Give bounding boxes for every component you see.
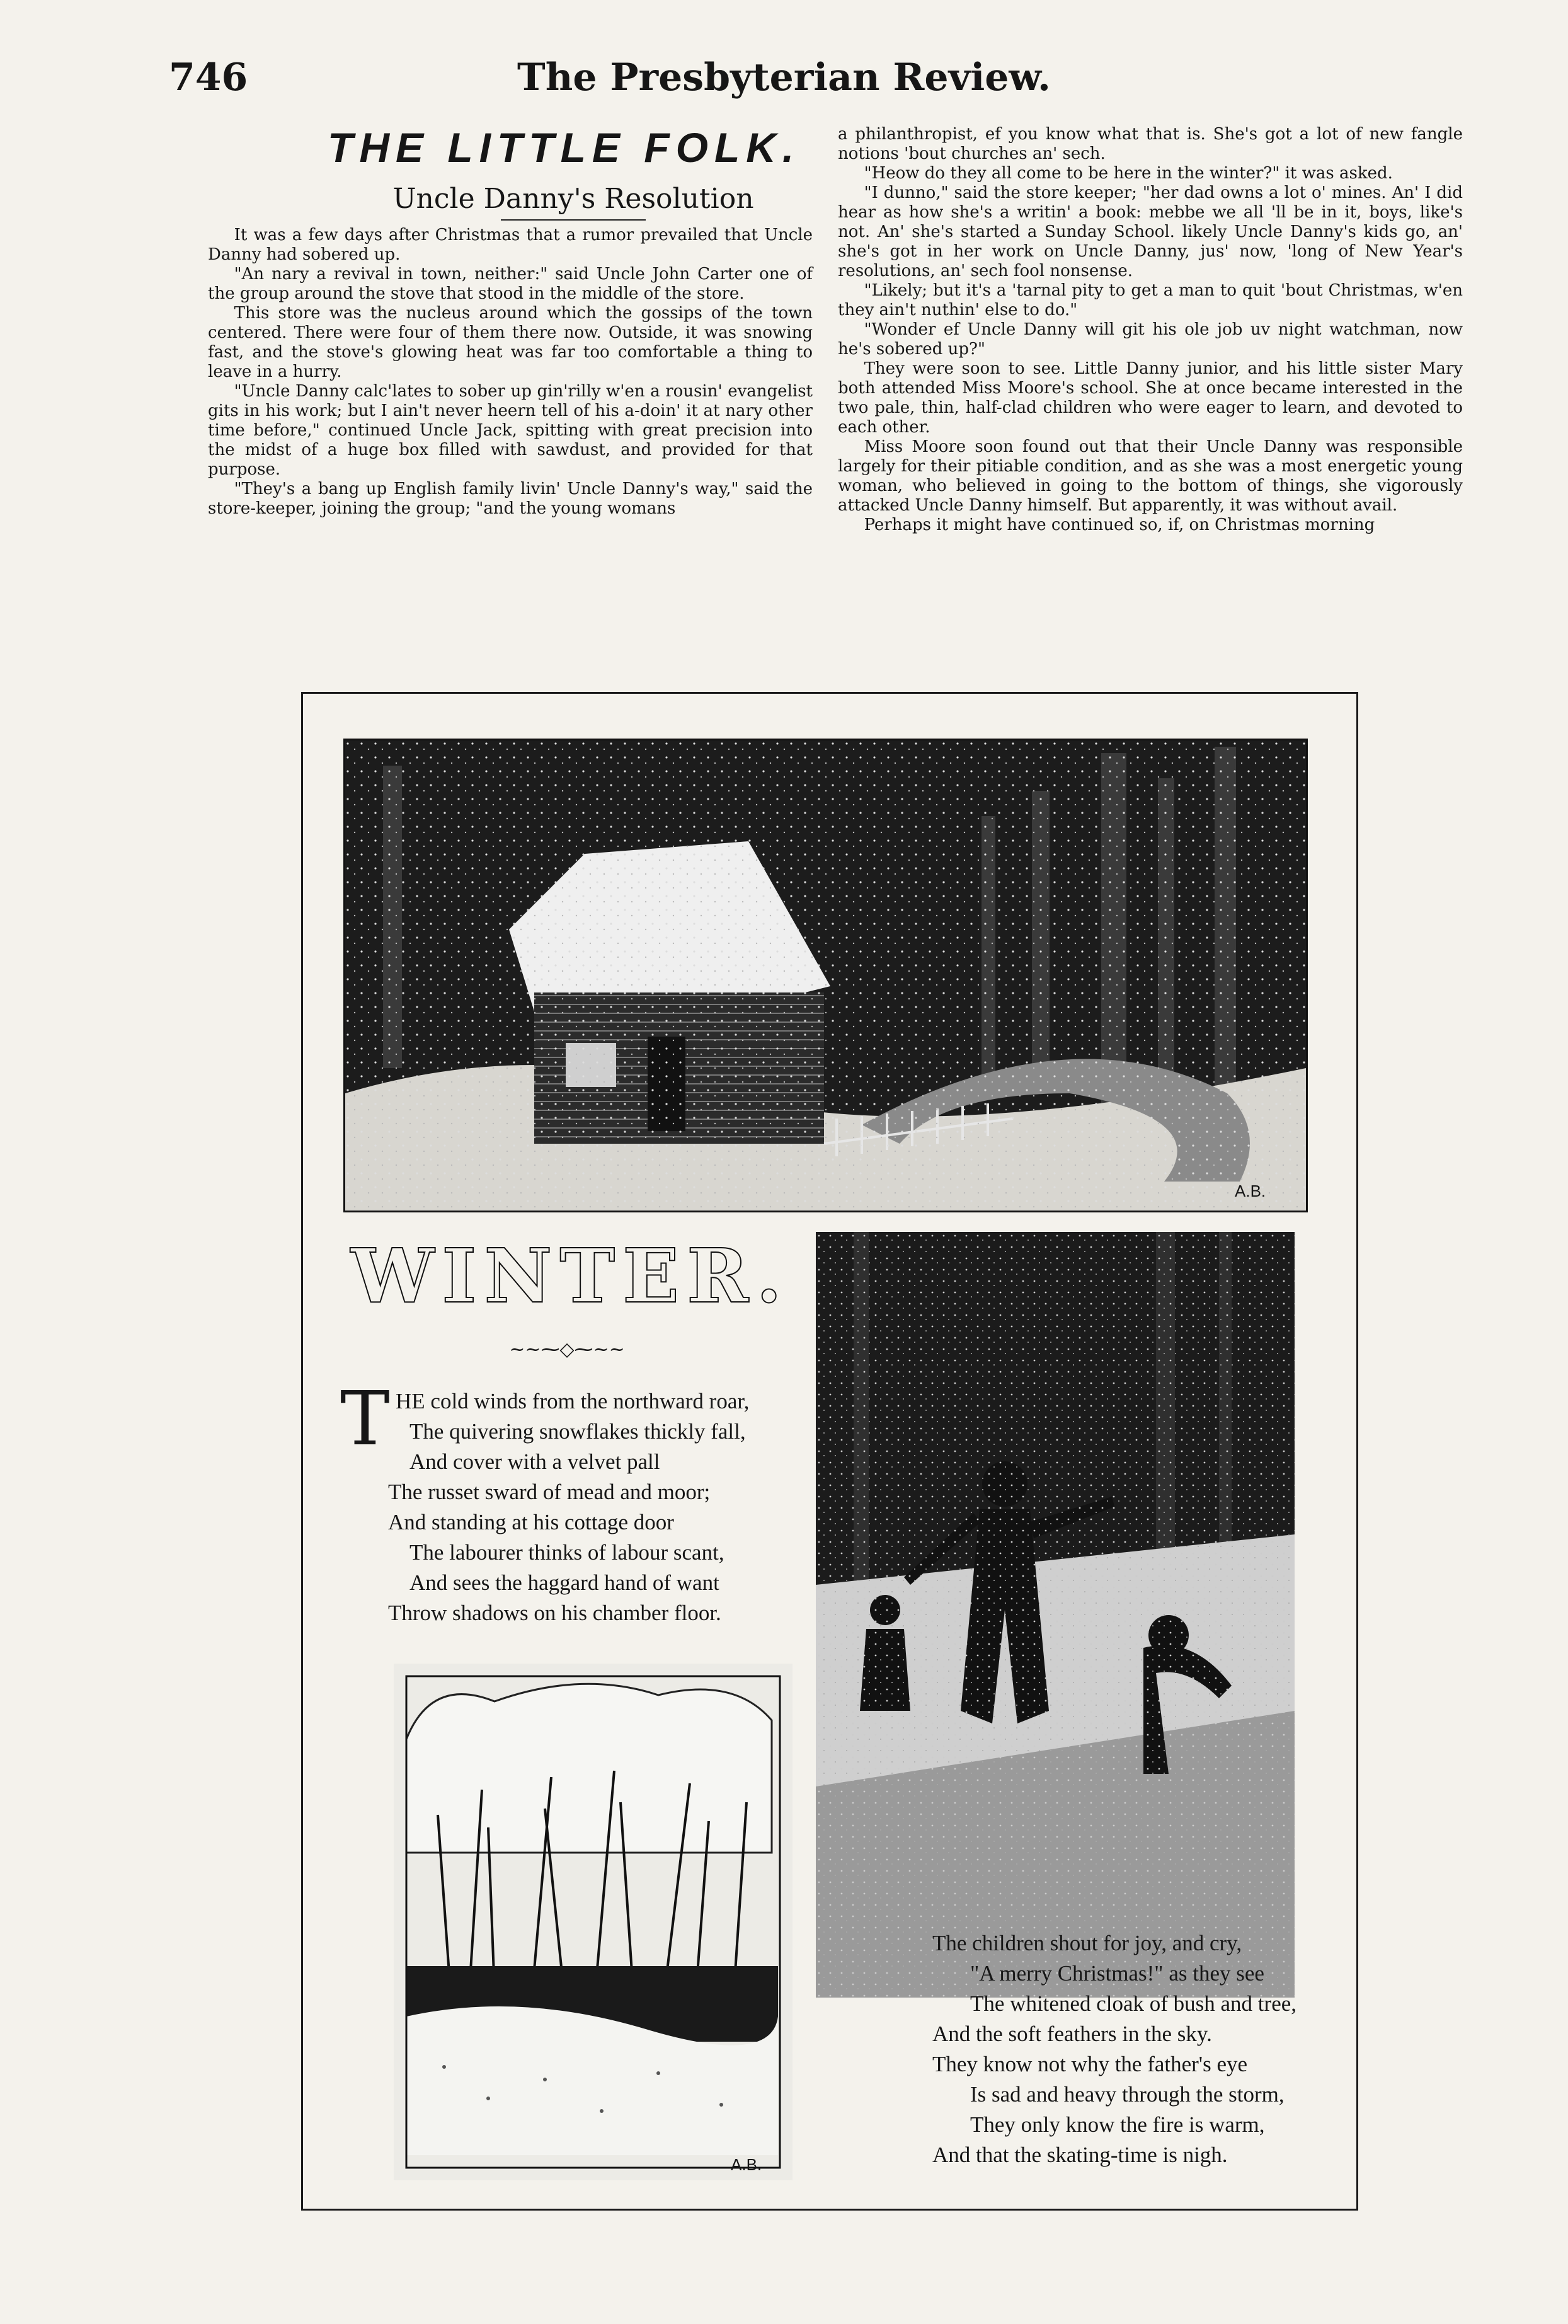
winter-heading: WINTER. — [350, 1232, 790, 1320]
poem-line: They know not why the father's eye — [932, 2052, 1248, 2076]
paragraph: This store was the nucleus around which the gossips of the town centered. There were four of them there now. Outside, it was snowing fast, and the stove's glowing heat was far too comfortable a thing to leave in a hurry. — [208, 304, 813, 381]
poem-line: Throw shadows on his chamber floor. — [388, 1601, 721, 1625]
artist-signature: A.B. — [1235, 1182, 1266, 1200]
skaters-illustration — [816, 1232, 1295, 1998]
poem-line: The labourer thinks of labour scant, — [409, 1540, 724, 1565]
drop-cap: T — [340, 1375, 390, 1462]
article-column-left — [208, 226, 813, 519]
artist-signature: A.B. — [731, 2155, 762, 2174]
poem-stanza-1 — [340, 1375, 800, 1628]
paragraph: "Heow do they all come to be here in the winter?" it was asked. — [864, 164, 1393, 183]
poem-line: The whitened cloak of bush and tree, — [970, 1991, 1297, 2016]
poem-line: They only know the fire is warm, — [970, 2112, 1265, 2137]
poem-line: And standing at his cottage door — [388, 1510, 674, 1534]
paragraph: Perhaps it might have continued so, if, on Christmas morning — [864, 515, 1375, 534]
paragraph: Miss Moore soon found out that their Uncle Danny was responsible largely for their pitiable condition, and as she was a most energetic young woman, who believed in going to the bottom of things, she vigorously attacked Uncle Danny himself. But apparently, it was without avail. — [838, 437, 1463, 515]
poem-line: And cover with a velvet pall — [409, 1449, 660, 1474]
section-title: THE LITTLE FOLK. — [328, 124, 801, 171]
paragraph: a philanthropist, ef you know what that is. She's got a lot of new fangle notions 'bout churches an' sech. — [838, 125, 1463, 163]
running-head: The Presbyterian Review. — [517, 55, 1051, 100]
poem-stanza-2 — [932, 1928, 1348, 2170]
paragraph: "Likely; but it's a 'tarnal pity to get a man to quit 'bout Christmas, w'en they ain't nuthin' else to do." — [838, 281, 1463, 319]
paragraph: "I dunno," said the store keeper; "her dad owns a lot o' mines. An' I did hear as how she's a writin' a book: mebbe we all 'll be in it, boys, like's not. An' she's started a Sunday School. likely Uncle Danny's kids go, an' she's got in her work on Uncle Danny, jus' now, 'long of New Year's resolutions, an' sech fool nonsense. — [838, 183, 1463, 280]
poem-line: The quivering snowflakes thickly fall, — [409, 1419, 746, 1444]
poem-line: And the soft feathers in the sky. — [932, 2022, 1212, 2046]
paragraph: It was a few days after Christmas that a rumor prevailed that Uncle Danny had sobered up. — [208, 226, 813, 264]
poem-line: And that the skating-time is nigh. — [932, 2143, 1228, 2167]
paragraph: "They's a bang up English family livin' Uncle Danny's way," said the store-keeper, joining the group; "and the young womans — [208, 480, 813, 518]
title-rule — [501, 219, 646, 221]
paragraph: They were soon to see. Little Danny junior, and his little sister Mary both attended Miss Moore's school. She at once became interested in the two pale, thin, half-clad children who were eager to learn, and devoted to each other. — [838, 359, 1463, 437]
snowy-cabin-illustration — [343, 739, 1308, 1212]
poem-line: Is sad and heavy through the storm, — [970, 2082, 1285, 2107]
poem-line: The russet sward of mead and moor; — [388, 1480, 711, 1504]
story-title: Uncle Danny's Resolution — [392, 183, 754, 215]
paragraph: "Wonder ef Uncle Danny will git his ole job uv night watchman, now he's sobered up?" — [838, 320, 1463, 359]
paragraph: "Uncle Danny calc'lates to sober up gin'rilly w'en a rousin' evangelist gits in his work; but I ain't never heern tell of his a-doin' it at nary other time before," continued Uncle Jack, spitting with great precision into the midst of a huge box filled with sawdust, and provided for that purpose. — [208, 382, 813, 479]
page-number: 746 — [169, 55, 248, 100]
paragraph: "An nary a revival in town, neither:" said Uncle John Carter one of the group around the stove that stood in the middle of the store. — [208, 265, 813, 303]
poem-line: The children shout for joy, and cry, — [932, 1931, 1242, 1955]
snow-bushes-illustration — [394, 1664, 793, 2180]
poem-line: And sees the haggard hand of want — [409, 1570, 719, 1595]
poem-line: HE cold winds from the northward roar, — [396, 1389, 750, 1413]
heading-flourish: ~~⁓◇⁓~~ — [509, 1338, 625, 1360]
poem-line: "A merry Christmas!" as they see — [970, 1961, 1264, 1986]
article-column-right — [838, 125, 1463, 535]
